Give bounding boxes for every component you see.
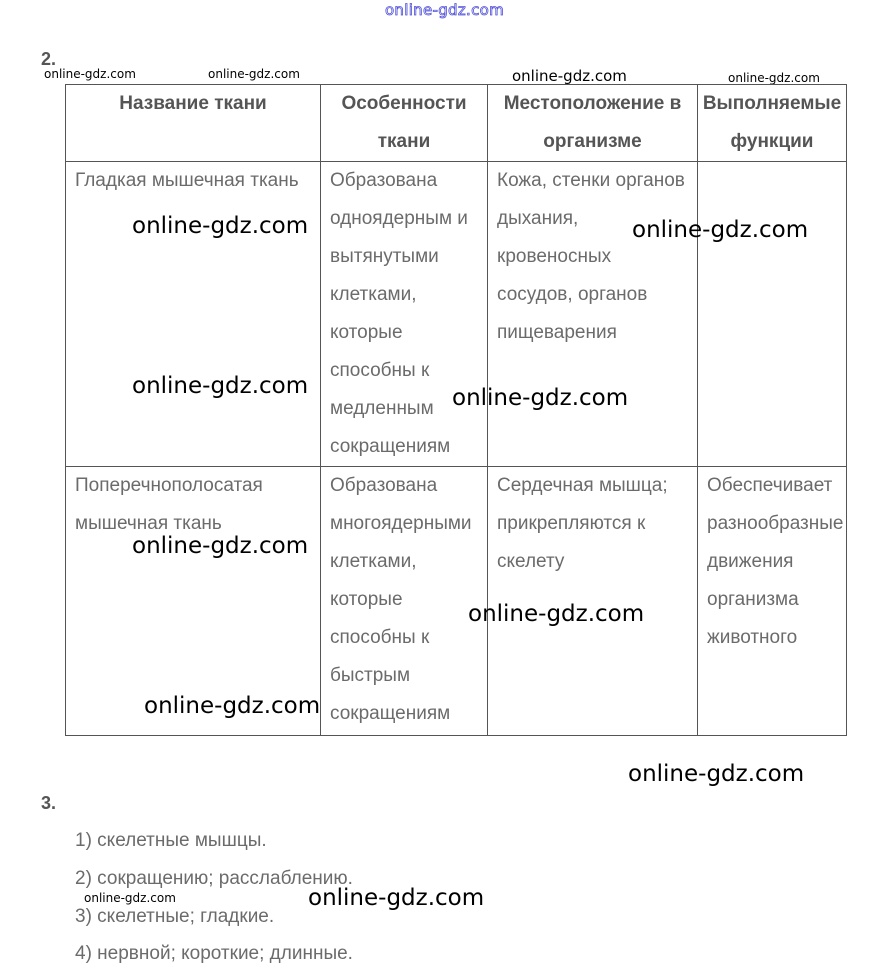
watermark: online-gdz.com [628,761,805,787]
header-location: Местоположение в организме [488,85,698,162]
watermark: online-gdz.com [132,373,309,399]
answer-line: 3) скелетные; гладкие. [75,906,275,927]
cell-features: Образована многоядерными клетками, которые способны к быстрым сокращениям [321,467,488,736]
watermark: online-gdz.com [132,213,309,239]
task-2-number: 2. [41,49,57,69]
watermark: online-gdz.com [308,885,485,911]
cell-name: Гладкая мышечная ткань [66,162,321,467]
table-row [66,162,847,467]
watermark: online-gdz.com [144,693,321,719]
answer-line: 4) нервной; короткие; длинные. [75,943,353,964]
cell-location: Сердечная мышца; прикрепляются к скелету [488,467,698,736]
answer-line: 1) скелетные мышцы. [75,830,267,851]
cell-functions: Обеспечивает разнообразные движения организма животного [698,467,847,736]
answer-line: 2) сокращению; расслаблению. [75,868,353,889]
cell-functions [698,162,847,467]
watermark: online-gdz.com [728,71,820,85]
watermark: online-gdz.com [44,67,136,81]
header-tissue-features: Особенности ткани [321,85,488,162]
watermark: online-gdz.com [468,601,645,627]
header-functions: Выполняемые функции [698,85,847,162]
watermark: online-gdz.com [632,217,809,243]
top-watermark: online-gdz.com [384,1,505,19]
cell-location: Кожа, стенки органов дыхания, кровеносных сосудов, органов пищеварения [488,162,698,467]
task-3-number: 3. [41,793,57,813]
table-header-row [66,85,847,162]
watermark: online-gdz.com [132,533,309,559]
watermark: online-gdz.com [84,891,176,905]
cell-features: Образована одноядерным и вытянутыми клетками, которые способны к медленным сокращениям [321,162,488,467]
watermark: online-gdz.com [512,67,627,85]
watermark: online-gdz.com [452,385,629,411]
cell-name: Поперечнополосатая мышечная ткань [66,467,321,736]
header-tissue-name: Название ткани [66,85,321,162]
watermark: online-gdz.com [208,67,300,81]
